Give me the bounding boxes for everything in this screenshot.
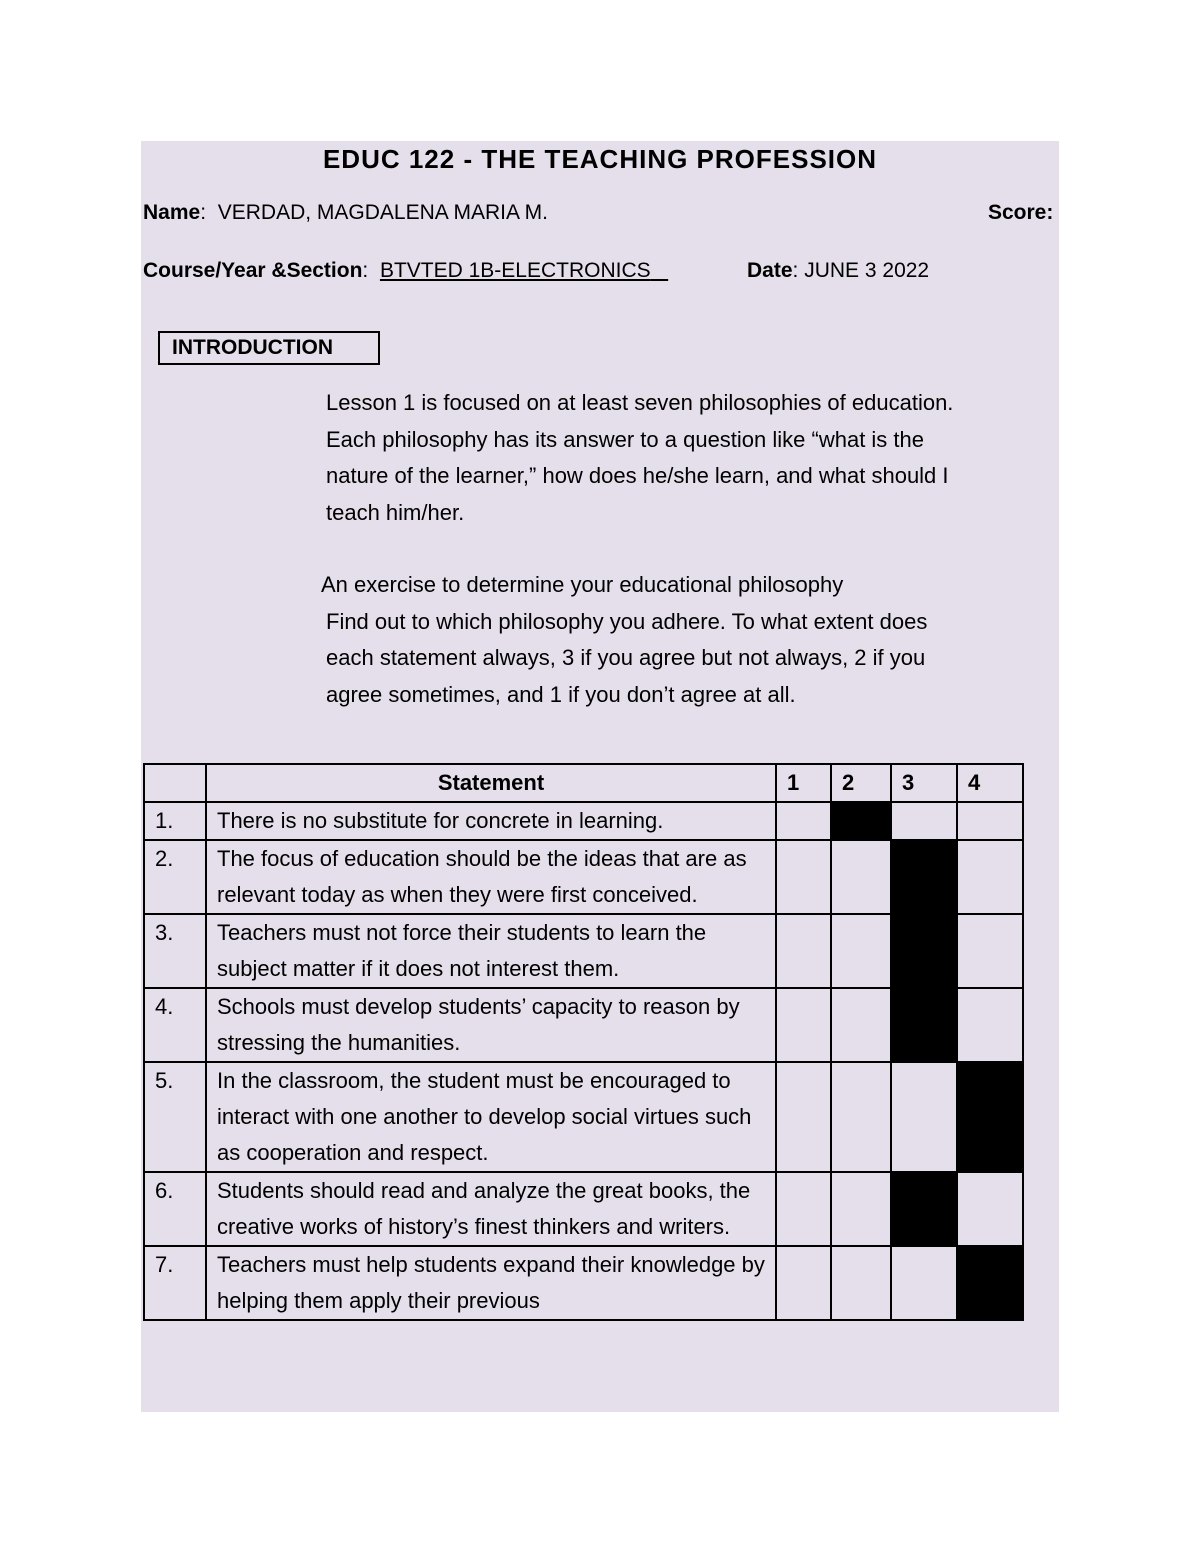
name-value: VERDAD, MAGDALENA MARIA M. bbox=[217, 201, 548, 224]
table-header-row bbox=[144, 764, 1023, 802]
row-number: 2. bbox=[144, 840, 206, 914]
row-statement: Students should read and analyze the great books, the creative works of history’s finest thinkers and writers. bbox=[206, 1172, 776, 1246]
intro-line: each statement always, 3 if you agree but not always, 2 if you bbox=[326, 645, 926, 670]
rating-cell-3[interactable] bbox=[891, 988, 957, 1062]
intro-line: Find out to which philosophy you adhere. To what extent does bbox=[326, 608, 928, 634]
philosophy-survey-table bbox=[143, 763, 1024, 1321]
intro-line: teach him/her. bbox=[326, 499, 465, 525]
intro-line: Each philosophy has its answer to a question like “what is the bbox=[326, 426, 924, 452]
row-number: 7. bbox=[144, 1246, 206, 1320]
row-statement: Schools must develop students’ capacity to reason by stressing the humanities. bbox=[206, 988, 776, 1062]
rating-cell-2[interactable] bbox=[831, 914, 891, 988]
table-row bbox=[144, 1172, 1023, 1246]
intro-paragraph-1 bbox=[326, 385, 953, 531]
row-statement: There is no substitute for concrete in learning. bbox=[206, 802, 776, 840]
rating-cell-2[interactable] bbox=[831, 1172, 891, 1246]
rating-cell-1[interactable] bbox=[776, 988, 831, 1062]
rating-cell-4[interactable] bbox=[957, 1172, 1023, 1246]
rating-cell-3[interactable] bbox=[891, 840, 957, 914]
worksheet-page bbox=[141, 141, 1059, 1412]
rating-cell-3[interactable] bbox=[891, 1062, 957, 1172]
header-rating-2: 2 bbox=[831, 764, 891, 802]
rating-cell-2[interactable] bbox=[831, 988, 891, 1062]
table-row bbox=[144, 802, 1023, 840]
rating-cell-3[interactable] bbox=[891, 1246, 957, 1320]
introduction-box: INTRODUCTION bbox=[158, 331, 380, 365]
intro-line: nature of the learner,” how does he/she learn, and what should I bbox=[326, 463, 949, 488]
rating-cell-4[interactable] bbox=[957, 1246, 1023, 1320]
rating-cell-1[interactable] bbox=[776, 914, 831, 988]
row-number: 3. bbox=[144, 914, 206, 988]
rating-cell-1[interactable] bbox=[776, 1246, 831, 1320]
rating-cell-3[interactable] bbox=[891, 802, 957, 840]
rating-cell-1[interactable] bbox=[776, 1172, 831, 1246]
rating-cell-1[interactable] bbox=[776, 802, 831, 840]
date-line: Date: JUNE 3 2022 bbox=[747, 259, 930, 282]
intro-line: Lesson 1 is focused on at least seven philosophies of education. bbox=[326, 390, 954, 415]
table-row bbox=[144, 988, 1023, 1062]
table-row bbox=[144, 1246, 1023, 1320]
row-statement: Teachers must not force their students to learn the subject matter if it does not interest them. bbox=[206, 914, 776, 988]
table-row bbox=[144, 914, 1023, 988]
document-title: EDUC 122 - THE TEACHING PROFESSION bbox=[322, 144, 878, 174]
table-row bbox=[144, 840, 1023, 914]
name-line: Name: VERDAD, MAGDALENA MARIA M. bbox=[143, 201, 548, 224]
row-statement: The focus of education should be the ideas that are as relevant today as when they were first conceived. bbox=[206, 840, 776, 914]
header-rating-1: 1 bbox=[776, 764, 831, 802]
rating-cell-1[interactable] bbox=[776, 840, 831, 914]
rating-cell-2[interactable] bbox=[831, 802, 891, 840]
rating-cell-4[interactable] bbox=[957, 840, 1023, 914]
row-statement: Teachers must help students expand their knowledge by helping them apply their previous bbox=[206, 1246, 776, 1320]
score-label: Score: bbox=[988, 201, 1054, 224]
row-statement: In the classroom, the student must be encouraged to interact with one another to develop social virtues such as cooperation and respect. bbox=[206, 1062, 776, 1172]
course-line: Course/Year &Section: BTVTED 1B-ELECTRONICS bbox=[143, 259, 651, 282]
rating-cell-4[interactable] bbox=[957, 802, 1023, 840]
header-rating-3: 3 bbox=[891, 764, 957, 802]
rating-cell-1[interactable] bbox=[776, 1062, 831, 1172]
row-number: 5. bbox=[144, 1062, 206, 1172]
rating-cell-2[interactable] bbox=[831, 840, 891, 914]
row-number: 6. bbox=[144, 1172, 206, 1246]
header-number bbox=[144, 764, 206, 802]
intro-line: agree sometimes, and 1 if you don’t agree at all. bbox=[326, 681, 796, 707]
table-row bbox=[144, 1062, 1023, 1172]
row-number: 1. bbox=[144, 802, 206, 840]
date-value: JUNE 3 2022 bbox=[804, 259, 930, 282]
intro-line: An exercise to determine your educational philosophy bbox=[321, 572, 844, 597]
header-statement: Statement bbox=[206, 764, 776, 802]
rating-cell-4[interactable] bbox=[957, 914, 1023, 988]
rating-cell-4[interactable] bbox=[957, 988, 1023, 1062]
course-value: BTVTED 1B-ELECTRONICS bbox=[379, 259, 651, 282]
rating-cell-2[interactable] bbox=[831, 1246, 891, 1320]
rating-cell-4[interactable] bbox=[957, 1062, 1023, 1172]
header-rating-4: 4 bbox=[957, 764, 1023, 802]
rating-cell-2[interactable] bbox=[831, 1062, 891, 1172]
course-label: Course/Year &Section bbox=[143, 259, 363, 282]
name-label: Name bbox=[143, 201, 201, 224]
row-number: 4. bbox=[144, 988, 206, 1062]
rating-cell-3[interactable] bbox=[891, 1172, 957, 1246]
date-label: Date bbox=[747, 259, 793, 282]
rating-cell-3[interactable] bbox=[891, 914, 957, 988]
intro-paragraph-2 bbox=[321, 567, 927, 713]
